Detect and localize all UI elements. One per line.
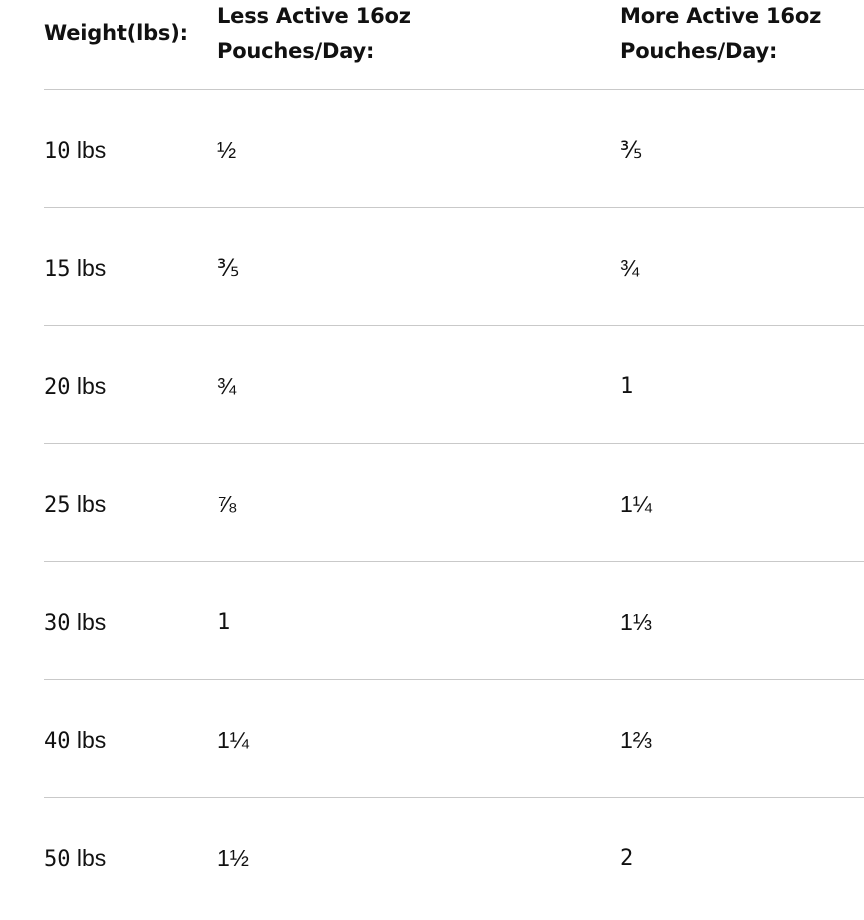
weight-unit: lbs	[70, 727, 107, 753]
more-active-cell: 2	[620, 846, 634, 871]
weight-value: 50	[44, 847, 71, 872]
weight-unit: lbs	[70, 137, 107, 163]
weight-cell	[44, 90, 106, 207]
weight-unit: lbs	[70, 255, 107, 281]
weight-value: 15	[44, 257, 71, 282]
more-active-cell: 1⅔	[620, 727, 652, 753]
less-active-cell: 1½	[217, 845, 249, 871]
header-more-active-line2: Pouches/Day:	[620, 39, 778, 63]
weight-unit: lbs	[70, 373, 107, 399]
more-active-cell: 1⅓	[620, 609, 652, 635]
table-row	[44, 444, 864, 562]
header-weight-label: Weight(lbs):	[44, 21, 188, 45]
weight-unit: lbs	[70, 491, 107, 517]
feeding-table	[44, 0, 864, 915]
header-less-active-line2: Pouches/Day:	[217, 39, 375, 63]
less-active-cell: ⅗	[217, 255, 240, 281]
weight-value: 30	[44, 611, 71, 636]
header-more-active-line1: More Active 16oz	[620, 4, 822, 28]
weight-value: 25	[44, 493, 71, 518]
table-row	[44, 208, 864, 326]
table-header-row	[44, 0, 864, 90]
weight-unit: lbs	[70, 845, 107, 871]
less-active-cell: 1¼	[217, 727, 249, 753]
table-row	[44, 326, 864, 444]
weight-cell	[44, 562, 106, 679]
more-active-cell: ⅗	[620, 137, 643, 163]
weight-unit: lbs	[70, 609, 107, 635]
header-more-active	[620, 0, 864, 69]
header-weight	[44, 16, 204, 51]
less-active-cell: ⅞	[217, 491, 237, 517]
table-row	[44, 90, 864, 208]
more-active-cell: 1	[620, 374, 634, 399]
table-row	[44, 680, 864, 798]
weight-cell	[44, 326, 106, 443]
less-active-cell: ½	[217, 137, 237, 163]
less-active-cell: ¾	[217, 373, 237, 399]
weight-value: 20	[44, 375, 71, 400]
more-active-cell: ¾	[620, 255, 640, 281]
weight-cell	[44, 798, 106, 915]
more-active-cell: 1¼	[620, 491, 652, 517]
weight-cell	[44, 680, 106, 797]
table-row	[44, 798, 864, 915]
header-less-active-line1: Less Active 16oz	[217, 4, 411, 28]
table-row	[44, 562, 864, 680]
weight-cell	[44, 444, 106, 561]
weight-value: 10	[44, 139, 71, 164]
weight-value: 40	[44, 729, 71, 754]
header-less-active	[217, 0, 517, 69]
less-active-cell: 1	[217, 610, 231, 635]
weight-cell	[44, 208, 106, 325]
